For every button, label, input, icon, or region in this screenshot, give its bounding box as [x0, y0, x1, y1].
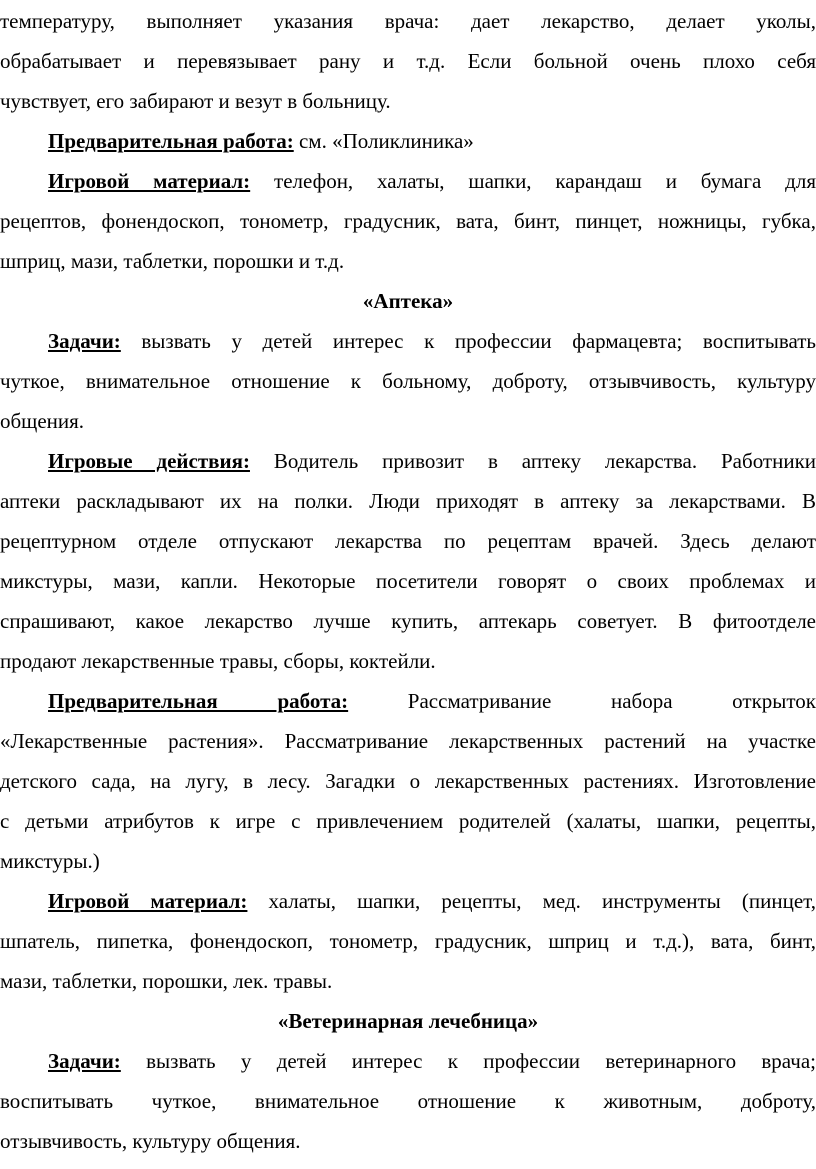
- poliklinika-material-paragraph: [48, 161, 816, 201]
- paragraph-text: Рассматривание набора открыток: [348, 689, 816, 713]
- paragraph-line: отзывчивость, культуру общения.: [0, 1129, 301, 1153]
- paragraph-line: микстуры, мази, капли. Некоторые посетители говорят о своих проблемах и: [0, 569, 816, 593]
- vet-tasks-paragraph: [48, 1041, 816, 1081]
- section-label: Предварительная работа:: [48, 129, 294, 153]
- apteka-actions-paragraph: [48, 441, 816, 481]
- paragraph-line: общения.: [0, 409, 85, 433]
- paragraph-line: чувствует, его забирают и везут в больницу.: [0, 89, 391, 113]
- paragraph-line: продают лекарственные травы, сборы, коктейли.: [0, 649, 436, 673]
- paragraph-text: телефон, халаты, шапки, карандаш и бумага для: [250, 169, 816, 193]
- paragraph-line: спрашивают, какое лекарство лучше купить, аптекарь советует. В фитоотделе: [0, 609, 816, 633]
- paragraph-line: чуткое, внимательное отношение к больному, доброту, отзывчивость, культуру: [0, 369, 816, 393]
- paragraph-line: рецептов, фонендоскоп, тонометр, градусник, вата, бинт, пинцет, ножницы, губка,: [0, 209, 816, 233]
- paragraph-line: микстуры.): [0, 849, 100, 873]
- paragraph-line: аптеки раскладывают их на полки. Люди приходят в аптеку за лекарствами. В: [0, 489, 816, 513]
- paragraph-line: шприц, мази, таблетки, порошки и т.д.: [0, 249, 345, 273]
- section-label: Игровые действия:: [48, 449, 250, 473]
- section-title-vet: «Ветеринарная лечебница»: [277, 1009, 539, 1033]
- paragraph-text: вызвать у детей интерес к профессии ветеринарного врача;: [120, 1049, 816, 1073]
- paragraph-line: «Лекарственные растения». Рассматривание лекарственных растений на участке: [0, 729, 816, 753]
- paragraph-line: воспитывать чуткое, внимательное отношение к животным, доброту,: [0, 1089, 816, 1113]
- paragraph-line: температуру, выполняет указания врача: дает лекарство, делает уколы,: [0, 9, 816, 33]
- paragraph-line: детского сада, на лугу, в лесу. Загадки о лекарственных растениях. Изготовление: [0, 769, 816, 793]
- section-title-apteka: «Аптека»: [362, 289, 454, 313]
- section-label: Задачи:: [48, 1049, 121, 1073]
- section-label: Игровой материал:: [48, 889, 248, 913]
- apteka-tasks-paragraph: [48, 321, 816, 361]
- section-label: Задачи:: [48, 329, 121, 353]
- apteka-material-paragraph: [48, 881, 816, 921]
- poliklinika-prep-paragraph: [48, 121, 816, 161]
- paragraph-text: Водитель привозит в аптеку лекарства. Работники: [249, 449, 816, 473]
- paragraph-text: халаты, шапки, рецепты, мед. инструменты (пинцет,: [247, 889, 816, 913]
- section-label: Игровой материал:: [48, 169, 251, 193]
- section-label: Предварительная работа:: [48, 689, 349, 713]
- paragraph-text: см. «Поликлиника»: [293, 129, 474, 153]
- paragraph-text: вызвать у детей интерес к профессии фармацевта; воспитывать: [120, 329, 816, 353]
- paragraph-line: с детьми атрибутов к игре с привлечением родителей (халаты, шапки, рецепты,: [0, 809, 816, 833]
- paragraph-line: обрабатывает и перевязывает рану и т.д. Если больной очень плохо себя: [0, 49, 816, 73]
- paragraph-line: рецептурном отделе отпускают лекарства по рецептам врачей. Здесь делают: [0, 529, 816, 553]
- apteka-prep-paragraph: [48, 681, 816, 721]
- paragraph-line: шпатель, пипетка, фонендоскоп, тонометр, градусник, шприц и т.д.), вата, бинт,: [0, 929, 816, 953]
- paragraph-line: мази, таблетки, порошки, лек. травы.: [0, 969, 333, 993]
